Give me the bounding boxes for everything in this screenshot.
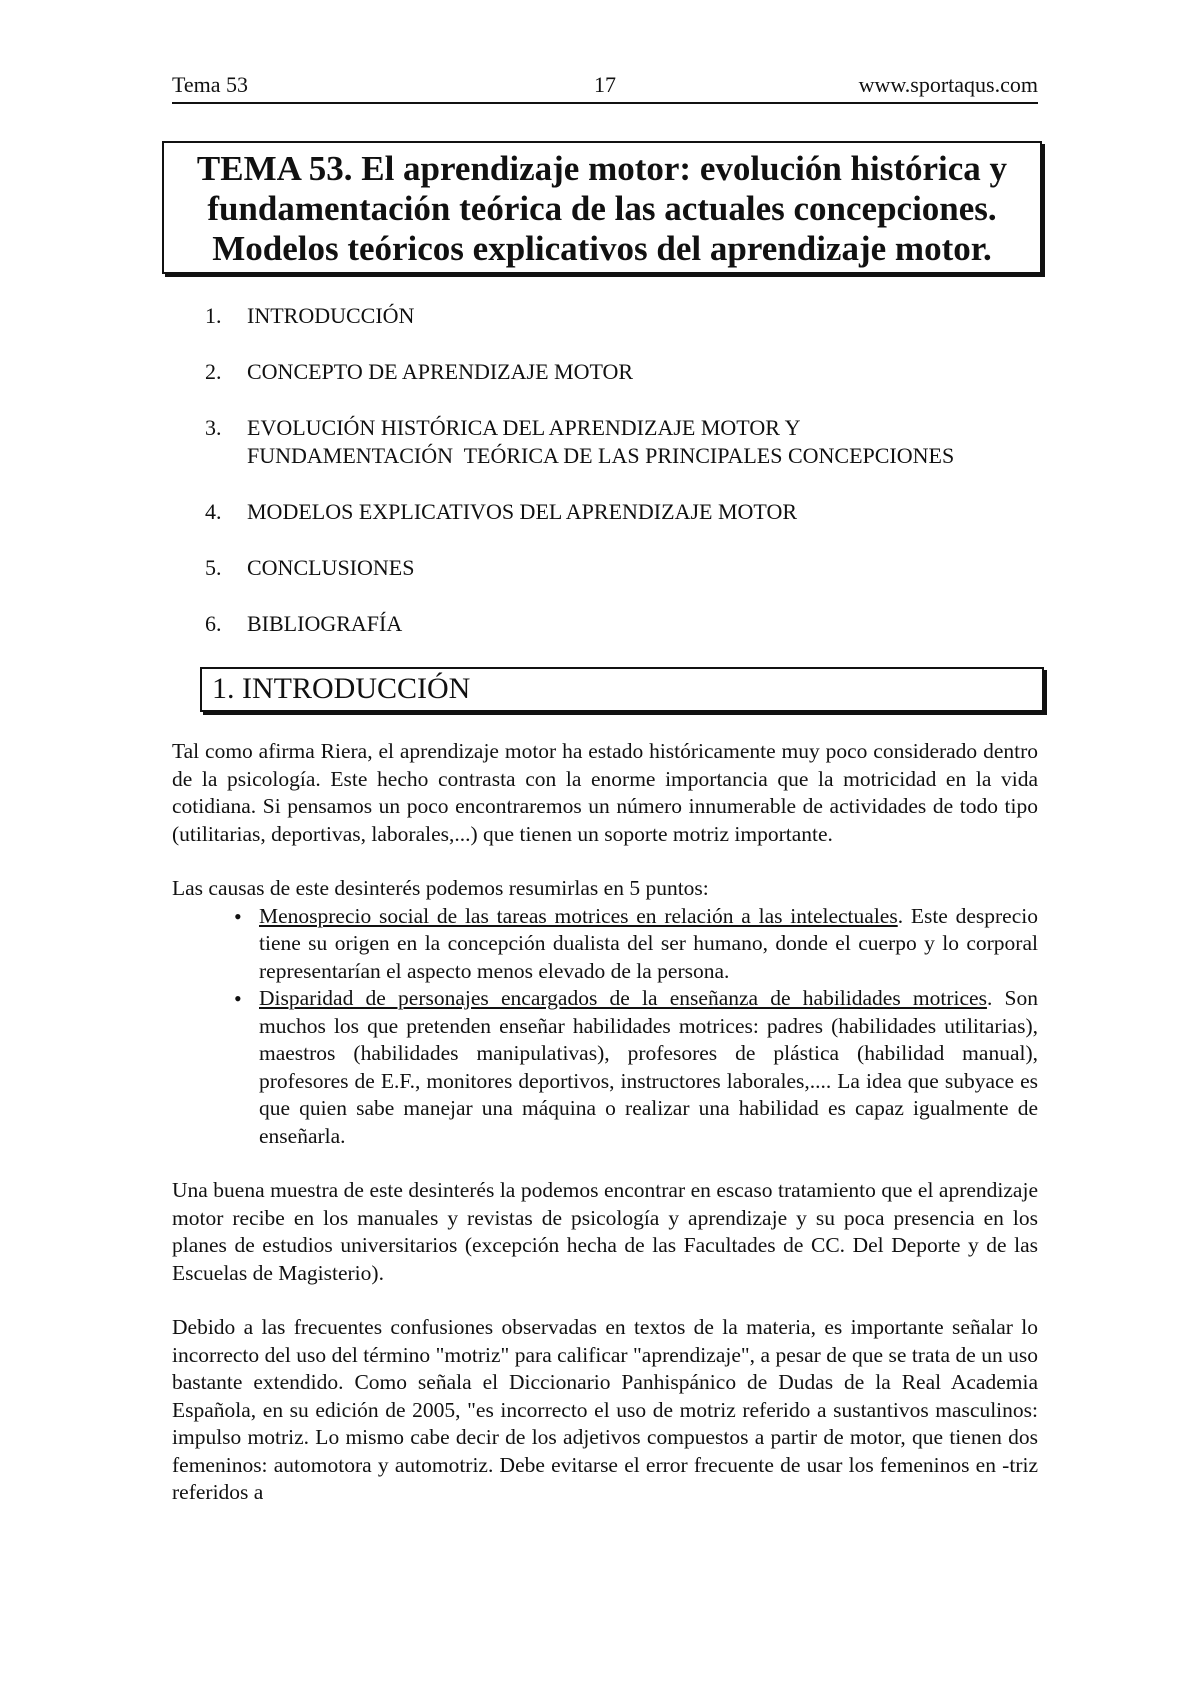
toc-item-label: CONCEPTO DE APRENDIZAJE MOTOR — [247, 359, 634, 384]
toc-item — [205, 498, 1065, 526]
title-line-3: Modelos teóricos explicativos del aprendizaje motor. — [212, 229, 992, 268]
paragraph-1: Tal como afirma Riera, el aprendizaje motor ha estado históricamente muy poco considerado dentro de la psicología. Este hecho contrasta con la enorme importancia que la motricidad en la vida cotidiana. Si pensamos un poco encontraremos un número innumerable de actividades de todo tipo (utilitarias, deportivas, laborales,...) que tienen un soporte motriz importante. — [172, 739, 1038, 846]
title-line-2: fundamentación teórica de las actuales concepciones. — [207, 189, 997, 228]
toc-item-number: 2. — [205, 359, 222, 384]
paragraph-2: Las causas de este desinterés podemos resumirlas en 5 puntos: — [172, 876, 709, 900]
list-item-underlined: Disparidad de personajes encargados de la enseñanza de habilidades motrices — [259, 986, 987, 1010]
list-item-text: . Son muchos los que pretenden enseñar habilidades motrices: padres (habilidades utilitarias), maestros (habilidades manipulativas), profesores de plástica (habilidad manual), profesores de E.F., monitores deportivos, instructores laborales,.... La idea que subyace es que quien sabe manejar una máquina o realizar una habilidad es capaz igualmente de enseñarla. — [259, 986, 1038, 1148]
list-item-underlined: Menosprecio social de las tareas motrices en relación a las intelectuales — [259, 903, 898, 928]
section-heading: 1. INTRODUCCIÓN — [200, 667, 1044, 712]
list-item — [172, 903, 1038, 986]
document-title — [162, 141, 1042, 274]
toc-item-number: 6. — [205, 611, 222, 636]
toc-item-number: 1. — [205, 303, 222, 328]
toc-item — [205, 414, 1065, 470]
document-body — [172, 738, 1038, 1534]
list-item — [172, 985, 1038, 1150]
toc-item-label: CONCLUSIONES — [247, 555, 415, 580]
toc-item — [205, 554, 1065, 582]
toc-item — [205, 610, 1065, 638]
causes-list — [172, 903, 1038, 1151]
table-of-contents — [205, 302, 1065, 666]
toc-item-label-line-2: FUNDAMENTACIÓN TEÓRICA DE LAS PRINCIPALES CONCEPCIONES — [247, 443, 955, 468]
toc-item-label: MODELOS EXPLICATIVOS DEL APRENDIZAJE MOTOR — [247, 499, 798, 524]
paragraph-4: Debido a las frecuentes confusiones observadas en textos de la materia, es importante señalar lo incorrecto del uso del término "motriz" para calificar "aprendizaje", a pesar de que se trata de un uso bastante extendido. Como señala el Diccionario Panhispánico de Dudas de la Real Academia Española, en su edición de 2005, "es incorrecto el uso de motriz referido a sustantivos masculinos: impulso motriz. Lo mismo cabe decir de los adjetivos compuestos a partir de motor, que tienen dos femeninos: automotora y automotriz. Debe evitarse el error frecuente de usar los femeninos en -triz referidos a — [172, 1315, 1038, 1504]
running-header — [172, 72, 1038, 104]
toc-item-label: BIBLIOGRAFÍA — [247, 611, 403, 636]
header-website: www.sportaqus.com — [858, 72, 1038, 97]
toc-item-label: INTRODUCCIÓN — [247, 303, 415, 328]
toc-item-number: 4. — [205, 499, 222, 524]
page-number: 17 — [594, 72, 616, 97]
toc-item-number: 3. — [205, 415, 222, 440]
bullet-icon: • — [234, 903, 242, 929]
toc-item-number: 5. — [205, 555, 222, 580]
header-topic: Tema 53 — [172, 72, 249, 97]
toc-item — [205, 358, 1065, 386]
toc-item — [205, 302, 1065, 330]
list-item-text: . Este desprecio tiene su origen en la concepción dualista del ser humano, donde el cuerpo y lo corporal representarían el aspecto menos elevado de la persona. — [259, 903, 1038, 983]
bullet-icon: • — [234, 986, 242, 1011]
paragraph-3: Una buena muestra de este desinterés la podemos encontrar en escaso tratamiento que el aprendizaje motor recibe en los manuales y revistas de psicología y aprendizaje y su poca presencia en los planes de estudios universitarios (excepción hecha de las Facultades de CC. Del Deporte y de las Escuelas de Magisterio). — [172, 1178, 1038, 1285]
toc-item-label-line-1: EVOLUCIÓN HISTÓRICA DEL APRENDIZAJE MOTOR Y — [247, 415, 801, 440]
title-line-1: TEMA 53. El aprendizaje motor: evolución histórica y — [196, 149, 1008, 188]
